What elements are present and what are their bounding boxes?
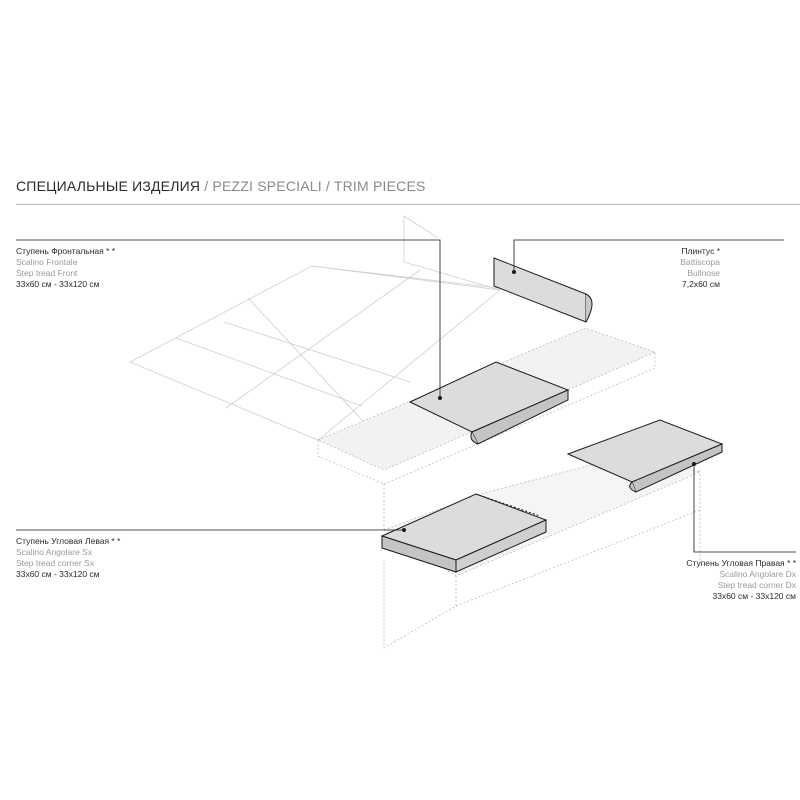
leader-dot (512, 270, 516, 274)
leader-dot (402, 528, 406, 532)
corner-left-name-en: Step tread corner Sx (16, 558, 94, 568)
bullnose-face (494, 258, 586, 322)
front-step-name-en: Step tread Front (16, 268, 78, 278)
floor-grid-line (224, 322, 410, 382)
corner-right-name-ru: Ступень Угловая Правая * * (686, 558, 796, 568)
bullnose-curve (586, 294, 592, 322)
title-rest: / PEZZI SPECIALI / TRIM PIECES (200, 178, 426, 194)
corner-right-size: 33x60 см - 33x120 см (712, 591, 796, 601)
corner-left-label (16, 536, 120, 580)
wall-edge (404, 216, 438, 238)
bullnose-name-it: Battiscopa (680, 257, 720, 267)
leader-bullnose (514, 240, 784, 272)
lower-step-base (384, 560, 456, 648)
bullnose-name-en: Bullnose (687, 268, 720, 278)
front-step-label (16, 246, 115, 290)
floor-grid-line (312, 266, 498, 288)
leader-corner-right (694, 464, 796, 552)
leader-dot (438, 396, 442, 400)
leader-lines (16, 240, 796, 552)
floor-grid-line (226, 270, 420, 408)
corner-right-name-it: Scalino Angolare Dx (719, 569, 796, 579)
title-ru: СПЕЦИАЛЬНЫЕ ИЗДЕЛИЯ (16, 178, 201, 194)
corner-right-label (686, 558, 796, 602)
bullnose-label (680, 246, 720, 290)
bullnose-piece (494, 258, 592, 322)
leader-dot (692, 462, 696, 466)
front-step-name-it: Scalino Frontale (16, 257, 78, 267)
front-step-size: 33x60 см - 33x120 см (16, 279, 100, 289)
floor-grid-line (248, 298, 364, 422)
corner-right-name-en: Step tread corner Dx (717, 580, 796, 590)
bullnose-size: 7,2x60 см (682, 279, 720, 289)
corner-left-name-it: Scalino Angolare Sx (16, 547, 93, 557)
front-step-name-ru: Ступень Фронтальная * * (16, 246, 116, 256)
bullnose-name-ru: Плинтус * (681, 246, 720, 256)
floor-grid-line (176, 338, 362, 406)
corner-left-size: 33x60 см - 33x120 см (16, 569, 100, 579)
corner-left-name-ru: Ступень Угловая Левая * * (16, 536, 121, 546)
